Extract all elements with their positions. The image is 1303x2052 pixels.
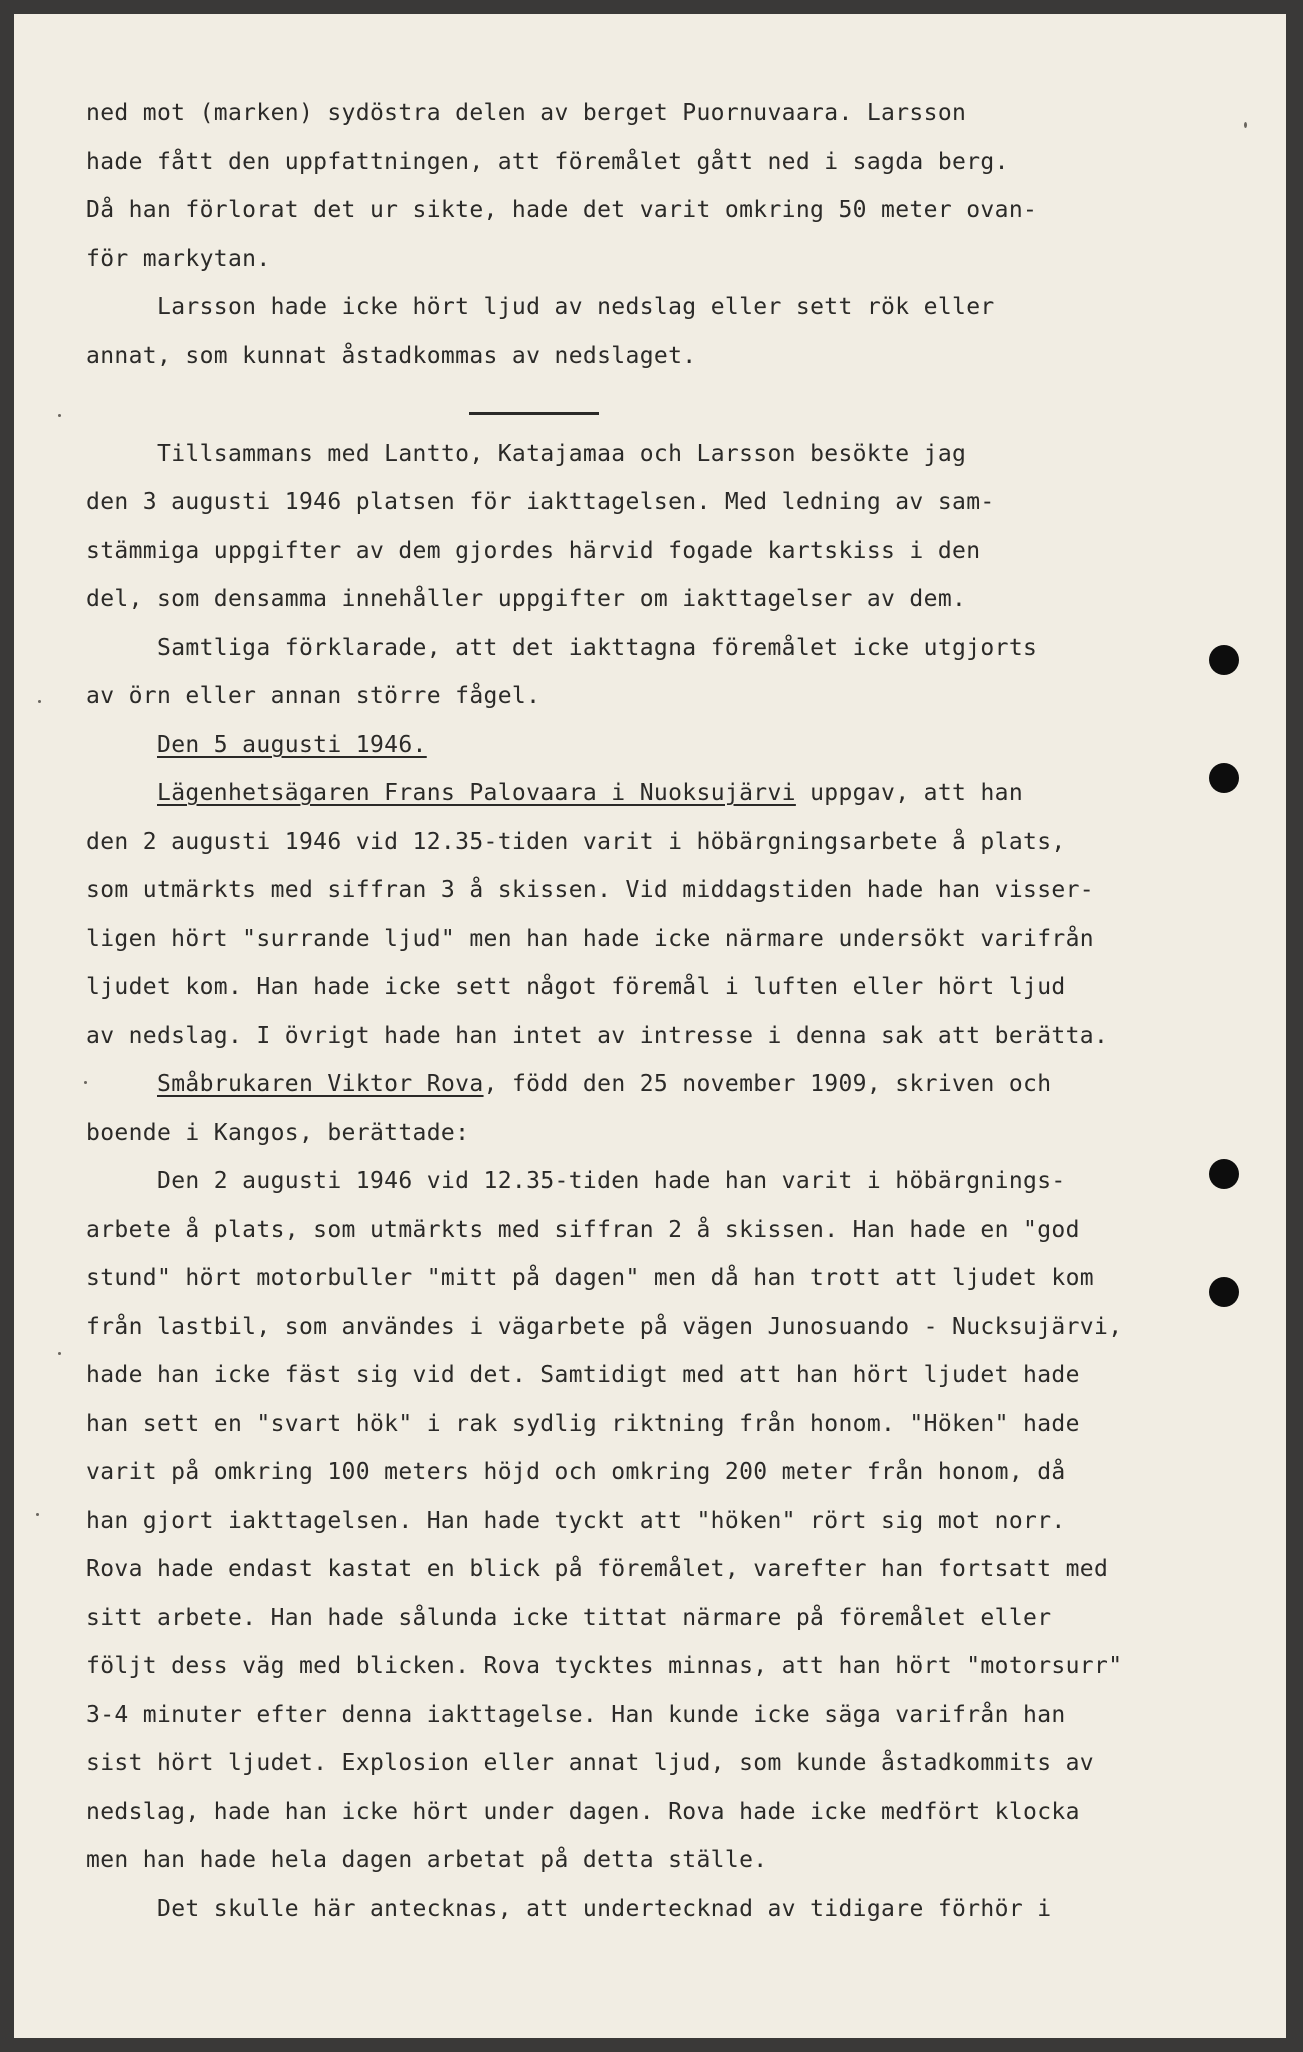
- paper-speck: [36, 1513, 39, 1516]
- text-line: han gjort iakttagelsen. Han hade tyckt att "höken" rört sig mot norr.: [86, 1508, 1066, 1534]
- text-line: Rova hade endast kastat en blick på föremålet, varefter han fortsatt med: [86, 1556, 1109, 1582]
- text-line: ligen hört "surrande ljud" men han hade icke närmare undersökt varifrån: [86, 926, 1094, 952]
- document-page: [14, 14, 1286, 2038]
- text-line: [157, 1069, 1051, 1099]
- text-line: han sett en "svart hök" i rak sydlig riktning från honom. "Höken" hade: [86, 1411, 1080, 1437]
- text-continuation: uppgav, att han: [795, 780, 1024, 806]
- text-line: för markytan.: [86, 246, 271, 272]
- paper-speck: [58, 1352, 61, 1355]
- text-line: av nedslag. I övrigt hade han intet av intresse i denna sak att berätta.: [86, 1023, 1109, 1049]
- text-line: varit på omkring 100 meters höjd och omkring 200 meter från honom, då: [86, 1459, 1066, 1485]
- text-line: ljudet kom. Han hade icke sett något föremål i luften eller hört ljud: [86, 974, 1066, 1000]
- text-line: av örn eller annan större fågel.: [86, 683, 541, 709]
- text-line: Tillsammans med Lantto, Katajamaa och Larsson besökte jag: [157, 441, 967, 467]
- text-line: Då han förlorat det ur sikte, hade det varit omkring 50 meter ovan-: [86, 197, 1038, 223]
- text-line: Den 2 augusti 1946 vid 12.35-tiden hade han varit i höbärgnings-: [157, 1168, 1066, 1194]
- text-line: [157, 778, 1023, 808]
- text-line: men han hade hela dagen arbetat på detta ställe.: [86, 1847, 768, 1873]
- text-line: från lastbil, som användes i vägarbete på vägen Junosuando - Nucksujärvi,: [86, 1314, 1123, 1340]
- punch-hole: [1209, 1277, 1239, 1307]
- text-line: boende i Kangos, berättade:: [86, 1120, 470, 1146]
- text-line: ned mot (marken) sydöstra delen av berget Puornuvaara. Larsson: [86, 100, 967, 126]
- text-line: Larsson hade icke hört ljud av nedslag eller sett rök eller: [157, 294, 995, 320]
- text-line: nedslag, hade han icke hört under dagen. Rova hade icke medfört klocka: [86, 1799, 1080, 1825]
- paper-speck: [58, 414, 61, 417]
- text-line: den 3 augusti 1946 platsen för iakttagelsen. Med ledning av sam-: [86, 489, 995, 515]
- punch-hole: [1209, 1159, 1239, 1189]
- text-line: den 2 augusti 1946 vid 12.35-tiden varit i höbärgningsarbete å plats,: [86, 829, 1066, 855]
- text-line: hade fått den uppfattningen, att föremålet gått ned i sagda berg.: [86, 149, 1009, 175]
- text-line: sist hört ljudet. Explosion eller annat ljud, som kunde åstadkommits av: [86, 1750, 1094, 1776]
- section-divider: [469, 412, 599, 415]
- text-line: som utmärkts med siffran 3 å skissen. Vid middagstiden hade han visser-: [86, 877, 1094, 903]
- text-line: följt dess väg med blicken. Rova tycktes minnas, att han hört "motorsurr": [86, 1653, 1123, 1679]
- date-heading: Den 5 augusti 1946.: [157, 732, 427, 758]
- text-line: Samtliga förklarade, att det iakttagna föremålet icke utgjorts: [157, 635, 1038, 661]
- witness-name-rova: Småbrukaren Viktor Rova: [157, 1071, 484, 1097]
- text-line: Det skulle här antecknas, att undertecknad av tidigare förhör i: [157, 1896, 1052, 1922]
- text-line: stämmiga uppgifter av dem gjordes härvid fogade kartskiss i den: [86, 538, 981, 564]
- text-line: annat, som kunnat åstadkommas av nedslaget.: [86, 343, 697, 369]
- paper-speck: [38, 700, 41, 703]
- text-line: del, som densamma innehåller uppgifter om iakttagelser av dem.: [86, 586, 967, 612]
- paper-speck: [84, 1081, 87, 1084]
- text-line: 3-4 minuter efter denna iakttagelse. Han kunde icke säga varifrån han: [86, 1702, 1066, 1728]
- punch-hole: [1209, 645, 1239, 675]
- text-line: sitt arbete. Han hade sålunda icke tittat närmare på föremålet eller: [86, 1605, 1052, 1631]
- text-line: hade han icke fäst sig vid det. Samtidigt med att han hört ljudet hade: [86, 1362, 1080, 1388]
- witness-name-palovaara: Lägenhetsägaren Frans Palovaara i Nuoksujärvi: [157, 780, 796, 806]
- punch-hole: [1209, 763, 1239, 793]
- text-continuation: , född den 25 november 1909, skriven och: [483, 1071, 1052, 1097]
- text-line: stund" hört motorbuller "mitt på dagen" men då han trott att ljudet kom: [86, 1265, 1094, 1291]
- paper-speck: [1244, 122, 1247, 128]
- text-line: arbete å plats, som utmärkts med siffran 2 å skissen. Han hade en "god: [86, 1217, 1080, 1243]
